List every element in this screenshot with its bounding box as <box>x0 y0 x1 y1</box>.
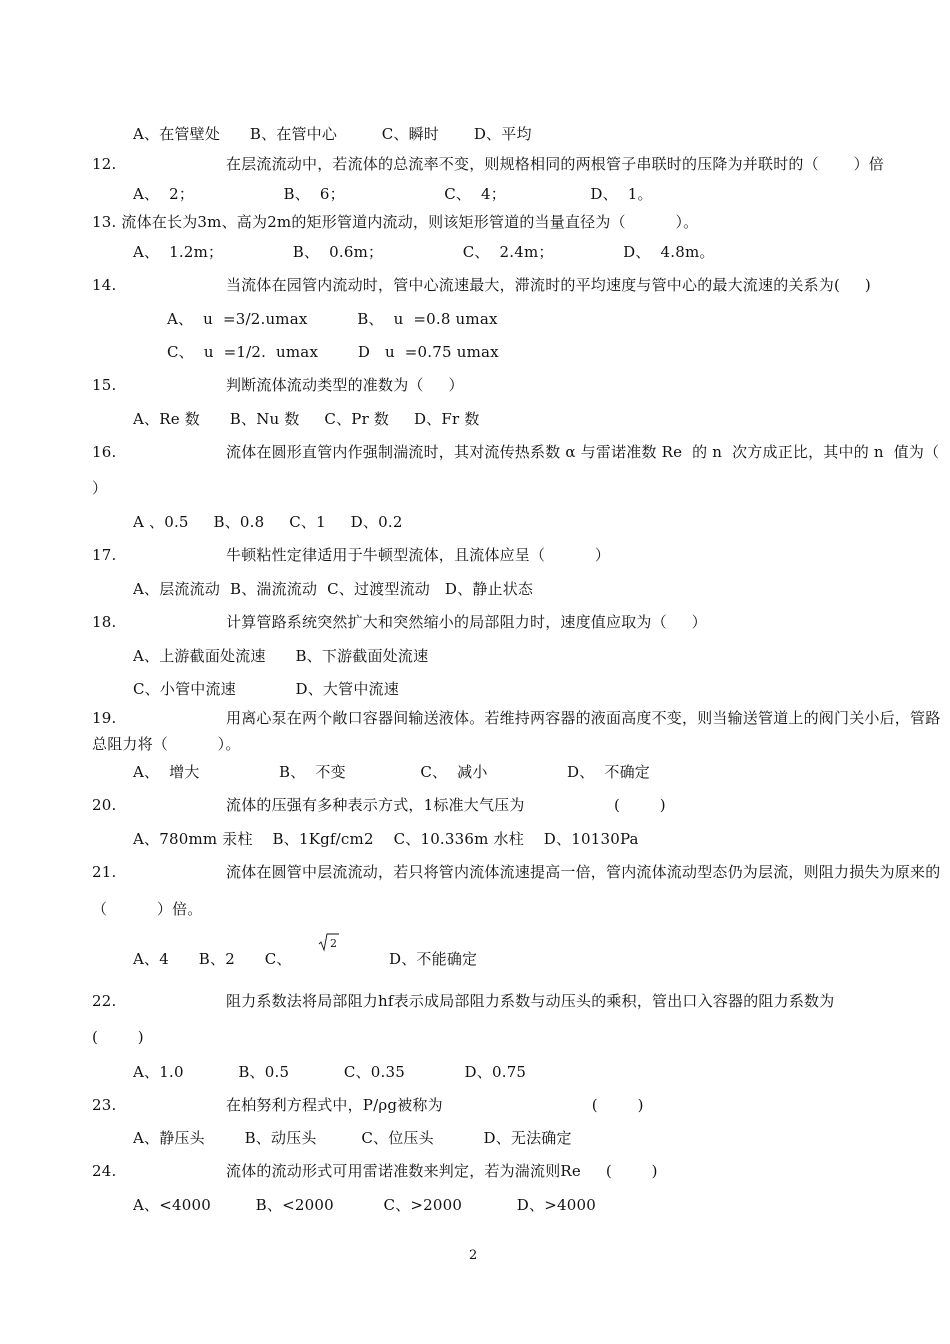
sqrt-radicand: 2 <box>330 937 337 950</box>
q16-continuation: ） <box>92 479 108 497</box>
q12-options: A、 2； B、 6； C、 4； D、 1。 <box>133 185 653 203</box>
q21-text: 流体在圆管中层流流动，若只将管内流体流速提高一倍，管内流体流动型态仍为层流，则阻力损失为原来的 <box>226 863 941 881</box>
q13-text: 13. 流体在长为3m、高为2m的矩形管道内流动，则该矩形管道的当量直径为（ ）。 <box>92 213 699 231</box>
q23-number: 23. <box>92 1096 117 1114</box>
q12-number: 12. <box>92 155 117 173</box>
q20-text: 流体的压强有多种表示方式，1标准大气压为 ( ) <box>226 796 666 814</box>
q20-options: A、780mm 汞柱 B、1Kgf/cm2 C、10.336m 水柱 D、10130Pa <box>133 830 639 848</box>
q19-continuation: 总阻力将（ ）。 <box>92 735 241 753</box>
q18-text: 计算管路系统突然扩大和突然缩小的局部阻力时，速度值应取为（ ） <box>226 613 707 631</box>
q15-options: A、Re 数 B、Nu 数 C、Pr 数 D、Fr 数 <box>133 410 480 428</box>
q24-number: 24. <box>92 1162 117 1180</box>
q22-text: 阻力系数法将局部阻力hf表示成局部阻力系数与动压头的乘积，管出口入容器的阻力系数为 <box>226 992 835 1010</box>
q15-number: 15. <box>92 376 117 394</box>
q17-number: 17. <box>92 546 117 564</box>
q21-options-abc: A、4 B、2 C、 <box>133 950 292 968</box>
q22-options: A、1.0 B、0.5 C、0.35 D、0.75 <box>133 1063 527 1081</box>
q16-options: A 、0.5 B、0.8 C、1 D、0.2 <box>133 513 403 531</box>
q22-continuation: ( ) <box>92 1028 144 1046</box>
q16-number: 16. <box>92 443 117 461</box>
q22-number: 22. <box>92 992 117 1010</box>
q19-options: A、 增大 B、 不变 C、 减小 D、 不确定 <box>133 763 651 781</box>
q13-options: A、 1.2m； B、 0.6m； C、 2.4m； D、 4.8m。 <box>133 243 715 261</box>
q24-text: 流体的流动形式可用雷诺准数来判定，若为湍流则Re ( ) <box>226 1162 658 1180</box>
q15-text: 判断流体流动类型的准数为（ ） <box>226 376 464 394</box>
q21-option-d: D、不能确定 <box>389 950 478 968</box>
q19-text: 用离心泵在两个敞口容器间输送液体。若维持两容器的液面高度不变，则当输送管道上的阀门关小后，管路 <box>226 709 941 727</box>
q19-number: 19. <box>92 709 117 727</box>
q23-text: 在柏努利方程式中，P/ρg被称为 ( ) <box>226 1096 644 1114</box>
q17-text: 牛顿粘性定律适用于牛顿型流体，且流体应呈（ ） <box>226 546 611 564</box>
q21-number: 21. <box>92 863 117 881</box>
q16-text: 流体在圆形直管内作强制湍流时，其对流传热系数 α 与雷诺准数 Re 的 n 次方成正比，其中的 n 值为（ <box>226 443 940 461</box>
q12-text: 在层流流动中，若流体的总流率不变，则规格相同的两根管子串联时的压降为并联时的（ ）倍 <box>226 155 884 173</box>
square-root-symbol <box>318 932 340 952</box>
q11-options: A、在管壁处 B、在管中心 C、瞬时 D、平均 <box>133 125 532 143</box>
q14-number: 14. <box>92 276 117 294</box>
q14-options-cd: C、 u =1/2. umax D u =0.75 umax <box>167 343 499 361</box>
q23-options: A、静压头 B、动压头 C、位压头 D、无法确定 <box>133 1129 572 1147</box>
q18-number: 18. <box>92 613 117 631</box>
q20-number: 20. <box>92 796 117 814</box>
q24-options: A、<4000 B、<2000 C、>2000 D、>4000 <box>133 1196 596 1214</box>
q18-options-ab: A、上游截面处流速 B、下游截面处流速 <box>133 647 429 665</box>
page-number: 2 <box>469 1248 478 1263</box>
q17-options: A、层流流动 B、湍流流动 C、过渡型流动 D、静止状态 <box>133 580 534 598</box>
q14-text: 当流体在园管内流动时，管中心流速最大，滞流时的平均速度与管中心的最大流速的关系为( ) <box>226 276 871 294</box>
q18-options-cd: C、小管中流速 D、大管中流速 <box>133 680 399 698</box>
q14-options-ab: A、 u =3/2.umax B、 u =0.8 umax <box>167 310 498 328</box>
q21-continuation: （ ）倍。 <box>92 900 203 918</box>
